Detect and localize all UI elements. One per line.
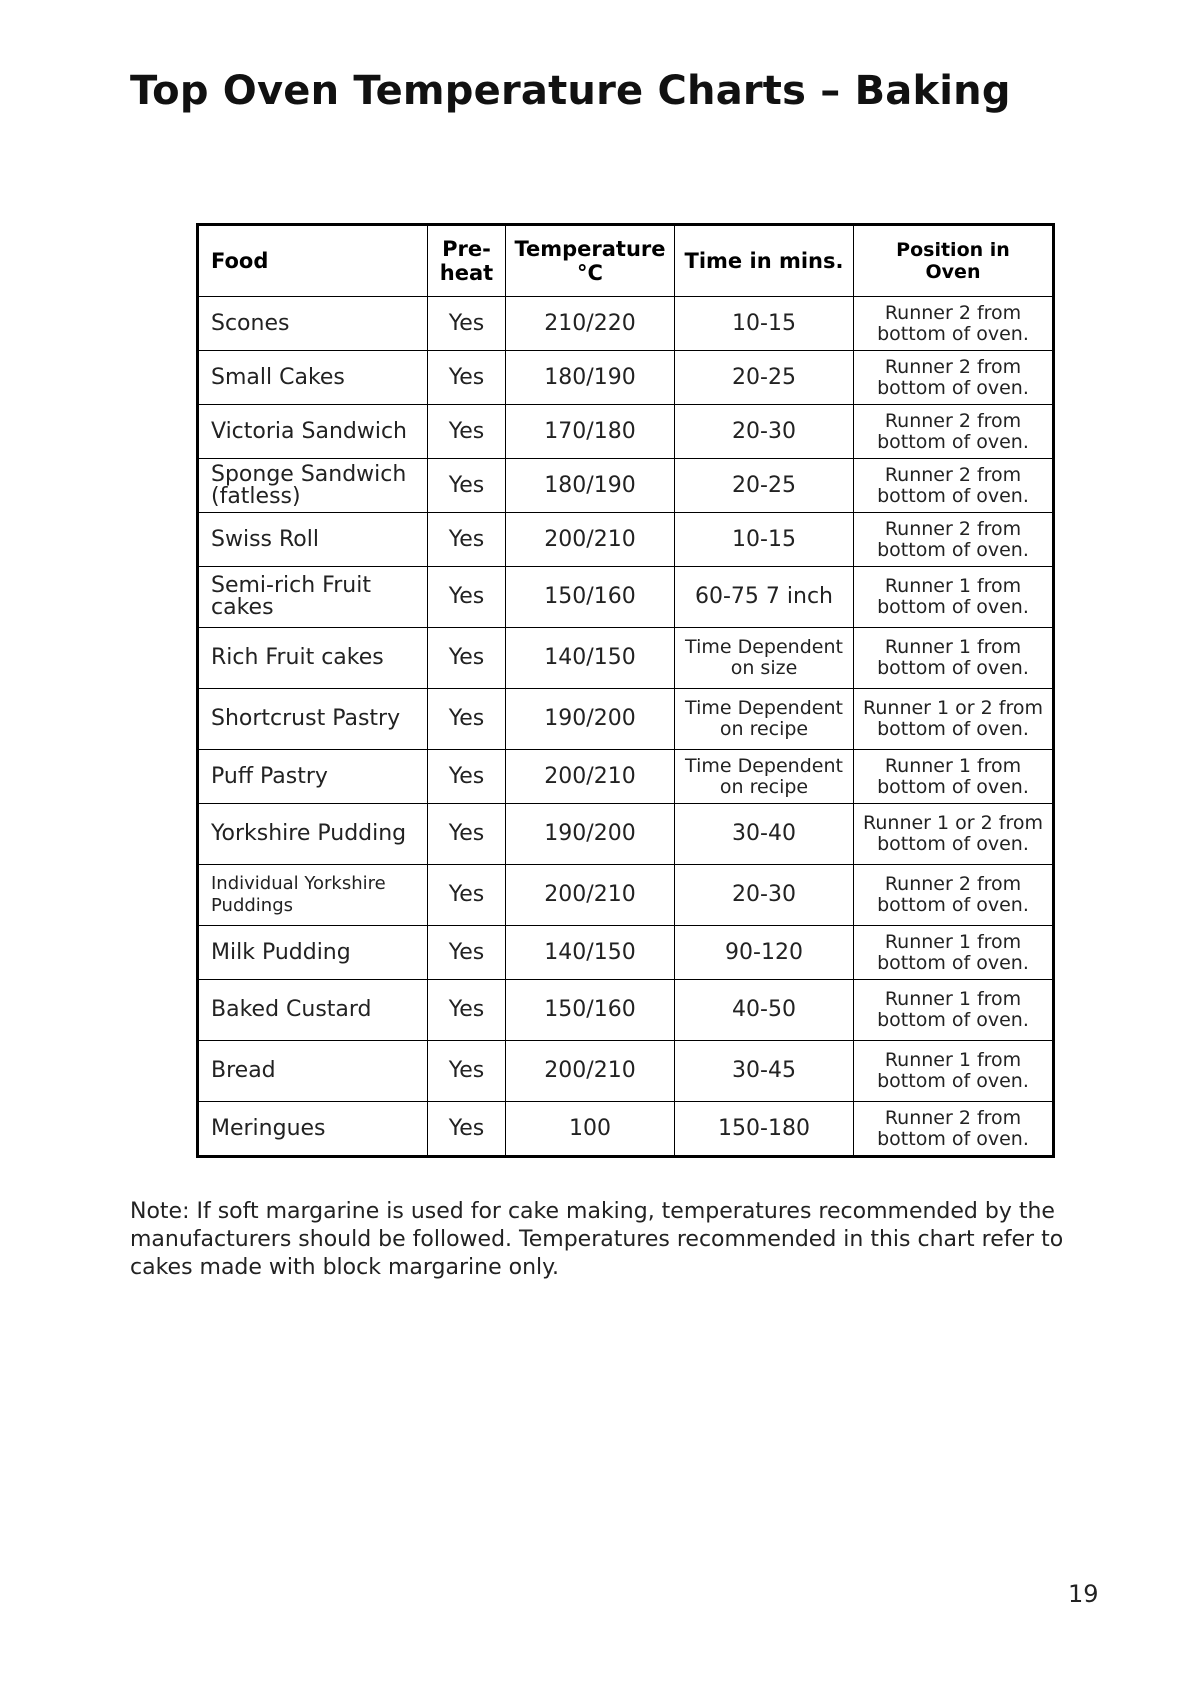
header-preheat: Pre- heat bbox=[428, 225, 506, 297]
food-cell: Semi-rich Fruit cakes bbox=[198, 567, 428, 628]
header-food: Food bbox=[198, 225, 428, 297]
time-cell: 40-50 bbox=[675, 980, 854, 1041]
temperature-cell: 150/160 bbox=[506, 567, 675, 628]
position-cell: Runner 1 from bottom of oven. bbox=[854, 567, 1054, 628]
temperature-cell: 200/210 bbox=[506, 1041, 675, 1102]
temperature-cell: 140/150 bbox=[506, 628, 675, 689]
table-row bbox=[198, 628, 1054, 689]
table-row bbox=[198, 750, 1054, 804]
food-cell: Swiss Roll bbox=[198, 513, 428, 567]
header-position: Position in Oven bbox=[854, 225, 1054, 297]
temperature-cell: 210/220 bbox=[506, 297, 675, 351]
position-cell: Runner 1 or 2 from bottom of oven. bbox=[854, 689, 1054, 750]
table-row bbox=[198, 351, 1054, 405]
position-cell: Runner 1 or 2 from bottom of oven. bbox=[854, 804, 1054, 865]
time-cell: 30-45 bbox=[675, 1041, 854, 1102]
table-row bbox=[198, 980, 1054, 1041]
time-cell: Time Dependent on recipe bbox=[675, 750, 854, 804]
time-cell: 20-30 bbox=[675, 865, 854, 926]
preheat-cell: Yes bbox=[428, 750, 506, 804]
time-cell: 60-75 7 inch bbox=[675, 567, 854, 628]
preheat-cell: Yes bbox=[428, 513, 506, 567]
preheat-cell: Yes bbox=[428, 459, 506, 513]
temperature-cell: 180/190 bbox=[506, 351, 675, 405]
table-header-row bbox=[198, 225, 1054, 297]
baking-temperature-table bbox=[196, 223, 1055, 1158]
page-number: 19 bbox=[1068, 1580, 1099, 1608]
footnote: Note: If soft margarine is used for cake making, temperatures recommended by the manufacturers should be followed. Temperatures recommended in this chart refer to cakes made with block margarine only. bbox=[130, 1199, 1064, 1280]
time-cell: 10-15 bbox=[675, 297, 854, 351]
temperature-cell: 190/200 bbox=[506, 804, 675, 865]
preheat-cell: Yes bbox=[428, 1102, 506, 1157]
temperature-cell: 180/190 bbox=[506, 459, 675, 513]
preheat-cell: Yes bbox=[428, 405, 506, 459]
table-row bbox=[198, 513, 1054, 567]
food-cell: Puff Pastry bbox=[198, 750, 428, 804]
time-cell: 10-15 bbox=[675, 513, 854, 567]
position-cell: Runner 1 from bottom of oven. bbox=[854, 926, 1054, 980]
table-row bbox=[198, 804, 1054, 865]
position-cell: Runner 2 from bottom of oven. bbox=[854, 405, 1054, 459]
position-cell: Runner 2 from bottom of oven. bbox=[854, 459, 1054, 513]
preheat-cell: Yes bbox=[428, 804, 506, 865]
food-cell: Meringues bbox=[198, 1102, 428, 1157]
position-cell: Runner 2 from bottom of oven. bbox=[854, 351, 1054, 405]
table-row bbox=[198, 689, 1054, 750]
food-cell: Individual Yorkshire Puddings bbox=[198, 865, 428, 926]
time-cell: 20-25 bbox=[675, 351, 854, 405]
table-row bbox=[198, 405, 1054, 459]
preheat-cell: Yes bbox=[428, 297, 506, 351]
position-cell: Runner 2 from bottom of oven. bbox=[854, 865, 1054, 926]
temperature-cell: 140/150 bbox=[506, 926, 675, 980]
food-cell: Rich Fruit cakes bbox=[198, 628, 428, 689]
food-cell: Baked Custard bbox=[198, 980, 428, 1041]
food-cell: Small Cakes bbox=[198, 351, 428, 405]
time-cell: 150-180 bbox=[675, 1102, 854, 1157]
preheat-cell: Yes bbox=[428, 1041, 506, 1102]
preheat-cell: Yes bbox=[428, 351, 506, 405]
position-cell: Runner 2 from bottom of oven. bbox=[854, 1102, 1054, 1157]
temperature-cell: 100 bbox=[506, 1102, 675, 1157]
position-cell: Runner 1 from bottom of oven. bbox=[854, 980, 1054, 1041]
food-cell: Victoria Sandwich bbox=[198, 405, 428, 459]
time-cell: 20-30 bbox=[675, 405, 854, 459]
temperature-cell: 190/200 bbox=[506, 689, 675, 750]
food-cell: Scones bbox=[198, 297, 428, 351]
table-row bbox=[198, 297, 1054, 351]
food-cell: Milk Pudding bbox=[198, 926, 428, 980]
time-cell: 90-120 bbox=[675, 926, 854, 980]
position-cell: Runner 2 from bottom of oven. bbox=[854, 297, 1054, 351]
position-cell: Runner 1 from bottom of oven. bbox=[854, 1041, 1054, 1102]
time-cell: Time Dependent on recipe bbox=[675, 689, 854, 750]
table-body bbox=[198, 297, 1054, 1157]
food-cell: Bread bbox=[198, 1041, 428, 1102]
preheat-cell: Yes bbox=[428, 980, 506, 1041]
position-cell: Runner 1 from bottom of oven. bbox=[854, 628, 1054, 689]
position-cell: Runner 1 from bottom of oven. bbox=[854, 750, 1054, 804]
time-cell: Time Dependent on size bbox=[675, 628, 854, 689]
time-cell: 20-25 bbox=[675, 459, 854, 513]
food-cell: Sponge Sandwich (fatless) bbox=[198, 459, 428, 513]
preheat-cell: Yes bbox=[428, 926, 506, 980]
table-row bbox=[198, 1102, 1054, 1157]
temperature-cell: 200/210 bbox=[506, 513, 675, 567]
preheat-cell: Yes bbox=[428, 628, 506, 689]
table-row bbox=[198, 567, 1054, 628]
table-row bbox=[198, 1041, 1054, 1102]
table-row bbox=[198, 865, 1054, 926]
header-time: Time in mins. bbox=[675, 225, 854, 297]
time-cell: 30-40 bbox=[675, 804, 854, 865]
temperature-cell: 150/160 bbox=[506, 980, 675, 1041]
table-row bbox=[198, 459, 1054, 513]
temperature-cell: 200/210 bbox=[506, 750, 675, 804]
position-cell: Runner 2 from bottom of oven. bbox=[854, 513, 1054, 567]
food-cell: Shortcrust Pastry bbox=[198, 689, 428, 750]
table-row bbox=[198, 926, 1054, 980]
preheat-cell: Yes bbox=[428, 567, 506, 628]
temperature-cell: 170/180 bbox=[506, 405, 675, 459]
preheat-cell: Yes bbox=[428, 689, 506, 750]
temperature-cell: 200/210 bbox=[506, 865, 675, 926]
food-cell: Yorkshire Pudding bbox=[198, 804, 428, 865]
page-title: Top Oven Temperature Charts – Baking bbox=[130, 68, 1011, 114]
header-temperature: Temperature °C bbox=[506, 225, 675, 297]
preheat-cell: Yes bbox=[428, 865, 506, 926]
